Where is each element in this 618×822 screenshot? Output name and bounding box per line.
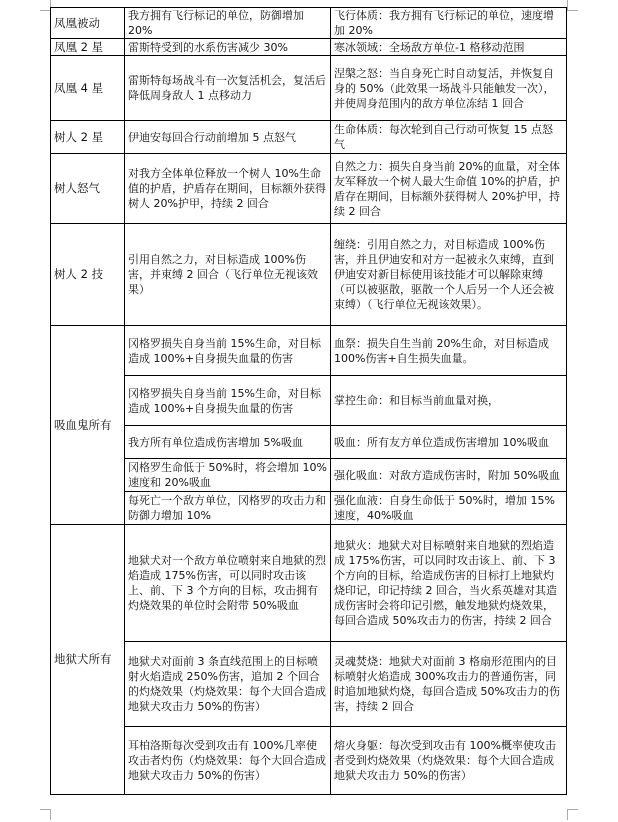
corner-mark-bottom-left — [40, 809, 51, 820]
old-skill: 我方拥有飞行标记的单位，防御增加 20% — [125, 8, 331, 39]
row-name: 树人 2 技 — [51, 224, 125, 326]
table-row — [51, 154, 567, 224]
new-skill: 飞行体质：我方拥有飞行标记的单位，速度增加 20% — [331, 8, 567, 39]
table-row — [51, 525, 567, 642]
new-skill: 涅槃之怒：当自身死亡时自动复活，并恢复自身的 50%（此效果一场战斗只能触发一次），并使周身范围内的敌方单位冻结 1 回合 — [331, 56, 567, 121]
table-row — [51, 39, 567, 56]
old-skill: 我方所有单位造成伤害增加 5%吸血 — [125, 426, 331, 459]
new-skill: 地狱火：地狱犬对目标喷射来自地狱的烈焰造成 175%伤害，可以同时攻击该上、前、下 3 个方向的目标，给造成伤害的目标打上地狱灼烧印记，印记持续 2 回合，当火系英雄对其造成伤害时会将印记引燃，触发地狱灼烧效果，每回合造成 50%攻击力的伤害，持续 2 回合 — [331, 525, 567, 642]
new-skill: 自然之力：损失自身当前 20%的血量，对全体友军释放一个树人最大生命值 10%的护盾，护盾存在期间，目标额外获得树人 20%护甲，持续 2 回合 — [331, 154, 567, 224]
old-skill: 对我方全体单位释放一个树人 10%生命值的护盾，护盾存在期间，目标额外获得树人 20%护甲，持续 2 回合 — [125, 154, 331, 224]
old-skill: 雷斯特受到的水系伤害减少 30% — [125, 39, 331, 56]
row-name: 树人怒气 — [51, 154, 125, 224]
new-skill: 灵魂焚烧：地狱犬对面前 3 格扇形范围内的目标喷射火焰造成 300%攻击力的普通伤害，同时追加地狱灼烧，每回合造成 50%攻击力的伤害，持续 2 回合 — [331, 642, 567, 727]
table-row — [51, 224, 567, 326]
old-skill: 冈格罗生命低于 50%时，将会增加 10%速度和 20%吸血 — [125, 459, 331, 492]
old-skill: 地狱犬对一个敌方单位喷射来自地狱的烈焰造成 175%伤害，可以同时攻击该上、前、下 3 个方向的目标，攻击拥有灼烧效果的单位时会附带 50%吸血 — [125, 525, 331, 642]
new-skill: 强化血液：自身生命低于 50%时，增加 15%速度，40%吸血 — [331, 492, 567, 525]
new-skill: 熔火身躯：每次受到攻击有 100%概率使攻击者受到灼烧效果（灼烧效果：每个大回合造成地狱犬攻击力 50%的伤害） — [331, 727, 567, 795]
new-skill: 寒冰领域：全场敌方单位-1 格移动范围 — [331, 39, 567, 56]
new-skill: 血祭：损失自生当前 20%生命，对目标造成 100%伤害+自生损失血量。 — [331, 326, 567, 376]
row-name: 凤凰 2 星 — [51, 39, 125, 56]
table-row — [51, 642, 567, 727]
table-row — [51, 727, 567, 795]
new-skill: 掌控生命：和目标当前血量对换， — [331, 376, 567, 426]
corner-mark-top-right — [567, 0, 578, 11]
old-skill: 伊迪安每回合行动前增加 5 点怒气 — [125, 121, 331, 154]
table-row — [51, 121, 567, 154]
row-name: 凤凰 4 星 — [51, 56, 125, 121]
old-skill: 冈格罗损失自身当前 15%生命，对目标造成 100%+自身损失血量的伤害 — [125, 326, 331, 376]
row-name-vampire: 吸血鬼所有 — [51, 326, 125, 525]
old-skill: 地狱犬对面前 3 条直线范围上的目标喷射火焰造成 250%伤害，追加 2 个回合的灼烧效果（灼烧效果：每个大回合造成地狱犬攻击力 50%的伤害） — [125, 642, 331, 727]
corner-mark-bottom-right — [567, 809, 578, 820]
table-row — [51, 376, 567, 426]
old-skill: 耳柏洛斯每次受到攻击有 100%几率使攻击者灼伤（灼烧效果：每个大回合造成地狱犬攻击力 50%的伤害） — [125, 727, 331, 795]
row-name: 树人 2 星 — [51, 121, 125, 154]
table-row — [51, 459, 567, 492]
old-skill: 每死亡一个敌方单位，冈格罗的攻击力和防御力增加 10% — [125, 492, 331, 525]
old-skill: 雷斯特每场战斗有一次复活机会，复活后降低周身敌人 1 点移动力 — [125, 56, 331, 121]
table-row — [51, 492, 567, 525]
table-row — [51, 426, 567, 459]
new-skill: 强化吸血：对敌方造成伤害时，附加 50%吸血 — [331, 459, 567, 492]
table-row — [51, 326, 567, 376]
old-skill: 冈格罗损失自身当前 15%生命，对目标造成 100%+自身损失血量的伤害 — [125, 376, 331, 426]
new-skill: 生命体质：每次轮到自己行动可恢复 15 点怒气 — [331, 121, 567, 154]
skill-comparison-table — [50, 7, 567, 795]
new-skill: 吸血：所有友方单位造成伤害增加 10%吸血 — [331, 426, 567, 459]
old-skill: 引用自然之力，对目标造成 100%伤害，并束缚 2 回合（飞行单位无视该效果） — [125, 224, 331, 326]
table-row — [51, 56, 567, 121]
new-skill: 缠绕：引用自然之力，对目标造成 100%伤害，并且伊迪安和对方一起被永久束缚，直到伊迪安对新目标使用该技能才可以解除束缚（可以被驱散，驱散一个人后另一个人还会被束缚）（飞行单位无视该效果）。 — [331, 224, 567, 326]
row-name-hellhound: 地狱犬所有 — [51, 525, 125, 795]
table-row — [51, 8, 567, 39]
row-name: 凤凰被动 — [51, 8, 125, 39]
